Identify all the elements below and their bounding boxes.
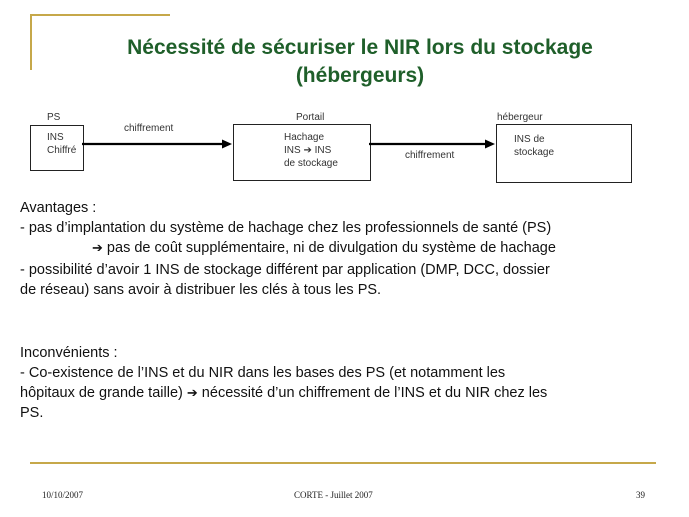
portail-box-line2: INS ➔ INS [284,145,332,156]
arrow1-label: chiffrement [124,123,174,134]
inconvenients-line2: hôpitaux de grande taille) ➔ nécessité d’un chiffrement de l’INS et du NIR chez les [20,385,548,401]
ps-label: PS [47,112,61,123]
arrow-right-icon: ➔ [92,240,103,255]
slide-title-line1: Nécessité de sécuriser le NIR lors du stockage [127,36,593,59]
hebergeur-label: hébergeur [497,112,543,123]
ps-box-line1: INS [47,132,64,143]
arrow-right-icon: ➔ [303,145,312,156]
portail-box-line1: Hachage [284,132,325,143]
arrow2-line [369,140,495,149]
avantages-line3: - possibilité d’avoir 1 INS de stockage différent par application (DMP, DCC, dossier [20,262,550,278]
inconvenients-line3: PS. [20,405,44,421]
slide-title-line2: (hébergeurs) [295,64,425,87]
inconvenients-line1: - Co-existence de l’INS et du NIR dans les bases des PS (et notamment les [20,365,506,381]
arrow2-label: chiffrement [405,150,455,161]
portail-box-line3: de stockage [284,158,338,169]
ps-box-line2: Chiffré [47,145,77,156]
avantages-line4: de réseau) sans avoir à distribuer les clés à tous les PS. [20,282,382,298]
avantages-line1: - pas d’implantation du système de hachage chez les professionnels de santé (PS) [20,220,552,236]
hebergeur-box-line1: INS de [514,134,545,145]
avantages-heading: Avantages : [20,200,97,216]
arrow-right-icon: ➔ [186,385,198,400]
footer-date: 10/10/2007 [42,490,84,500]
hebergeur-box-line2: stockage [514,147,555,158]
portail-label: Portail [296,112,325,123]
inconvenients-heading: Inconvénients : [20,345,118,361]
avantages-line2: ➔ pas de coût supplémentaire, ni de divulgation du système de hachage [92,240,556,256]
footer-center: CORTE - Juillet 2007 [294,490,373,500]
arrow1-line [82,140,232,149]
footer-divider [30,462,656,464]
footer-page-number: 39 [636,490,645,500]
